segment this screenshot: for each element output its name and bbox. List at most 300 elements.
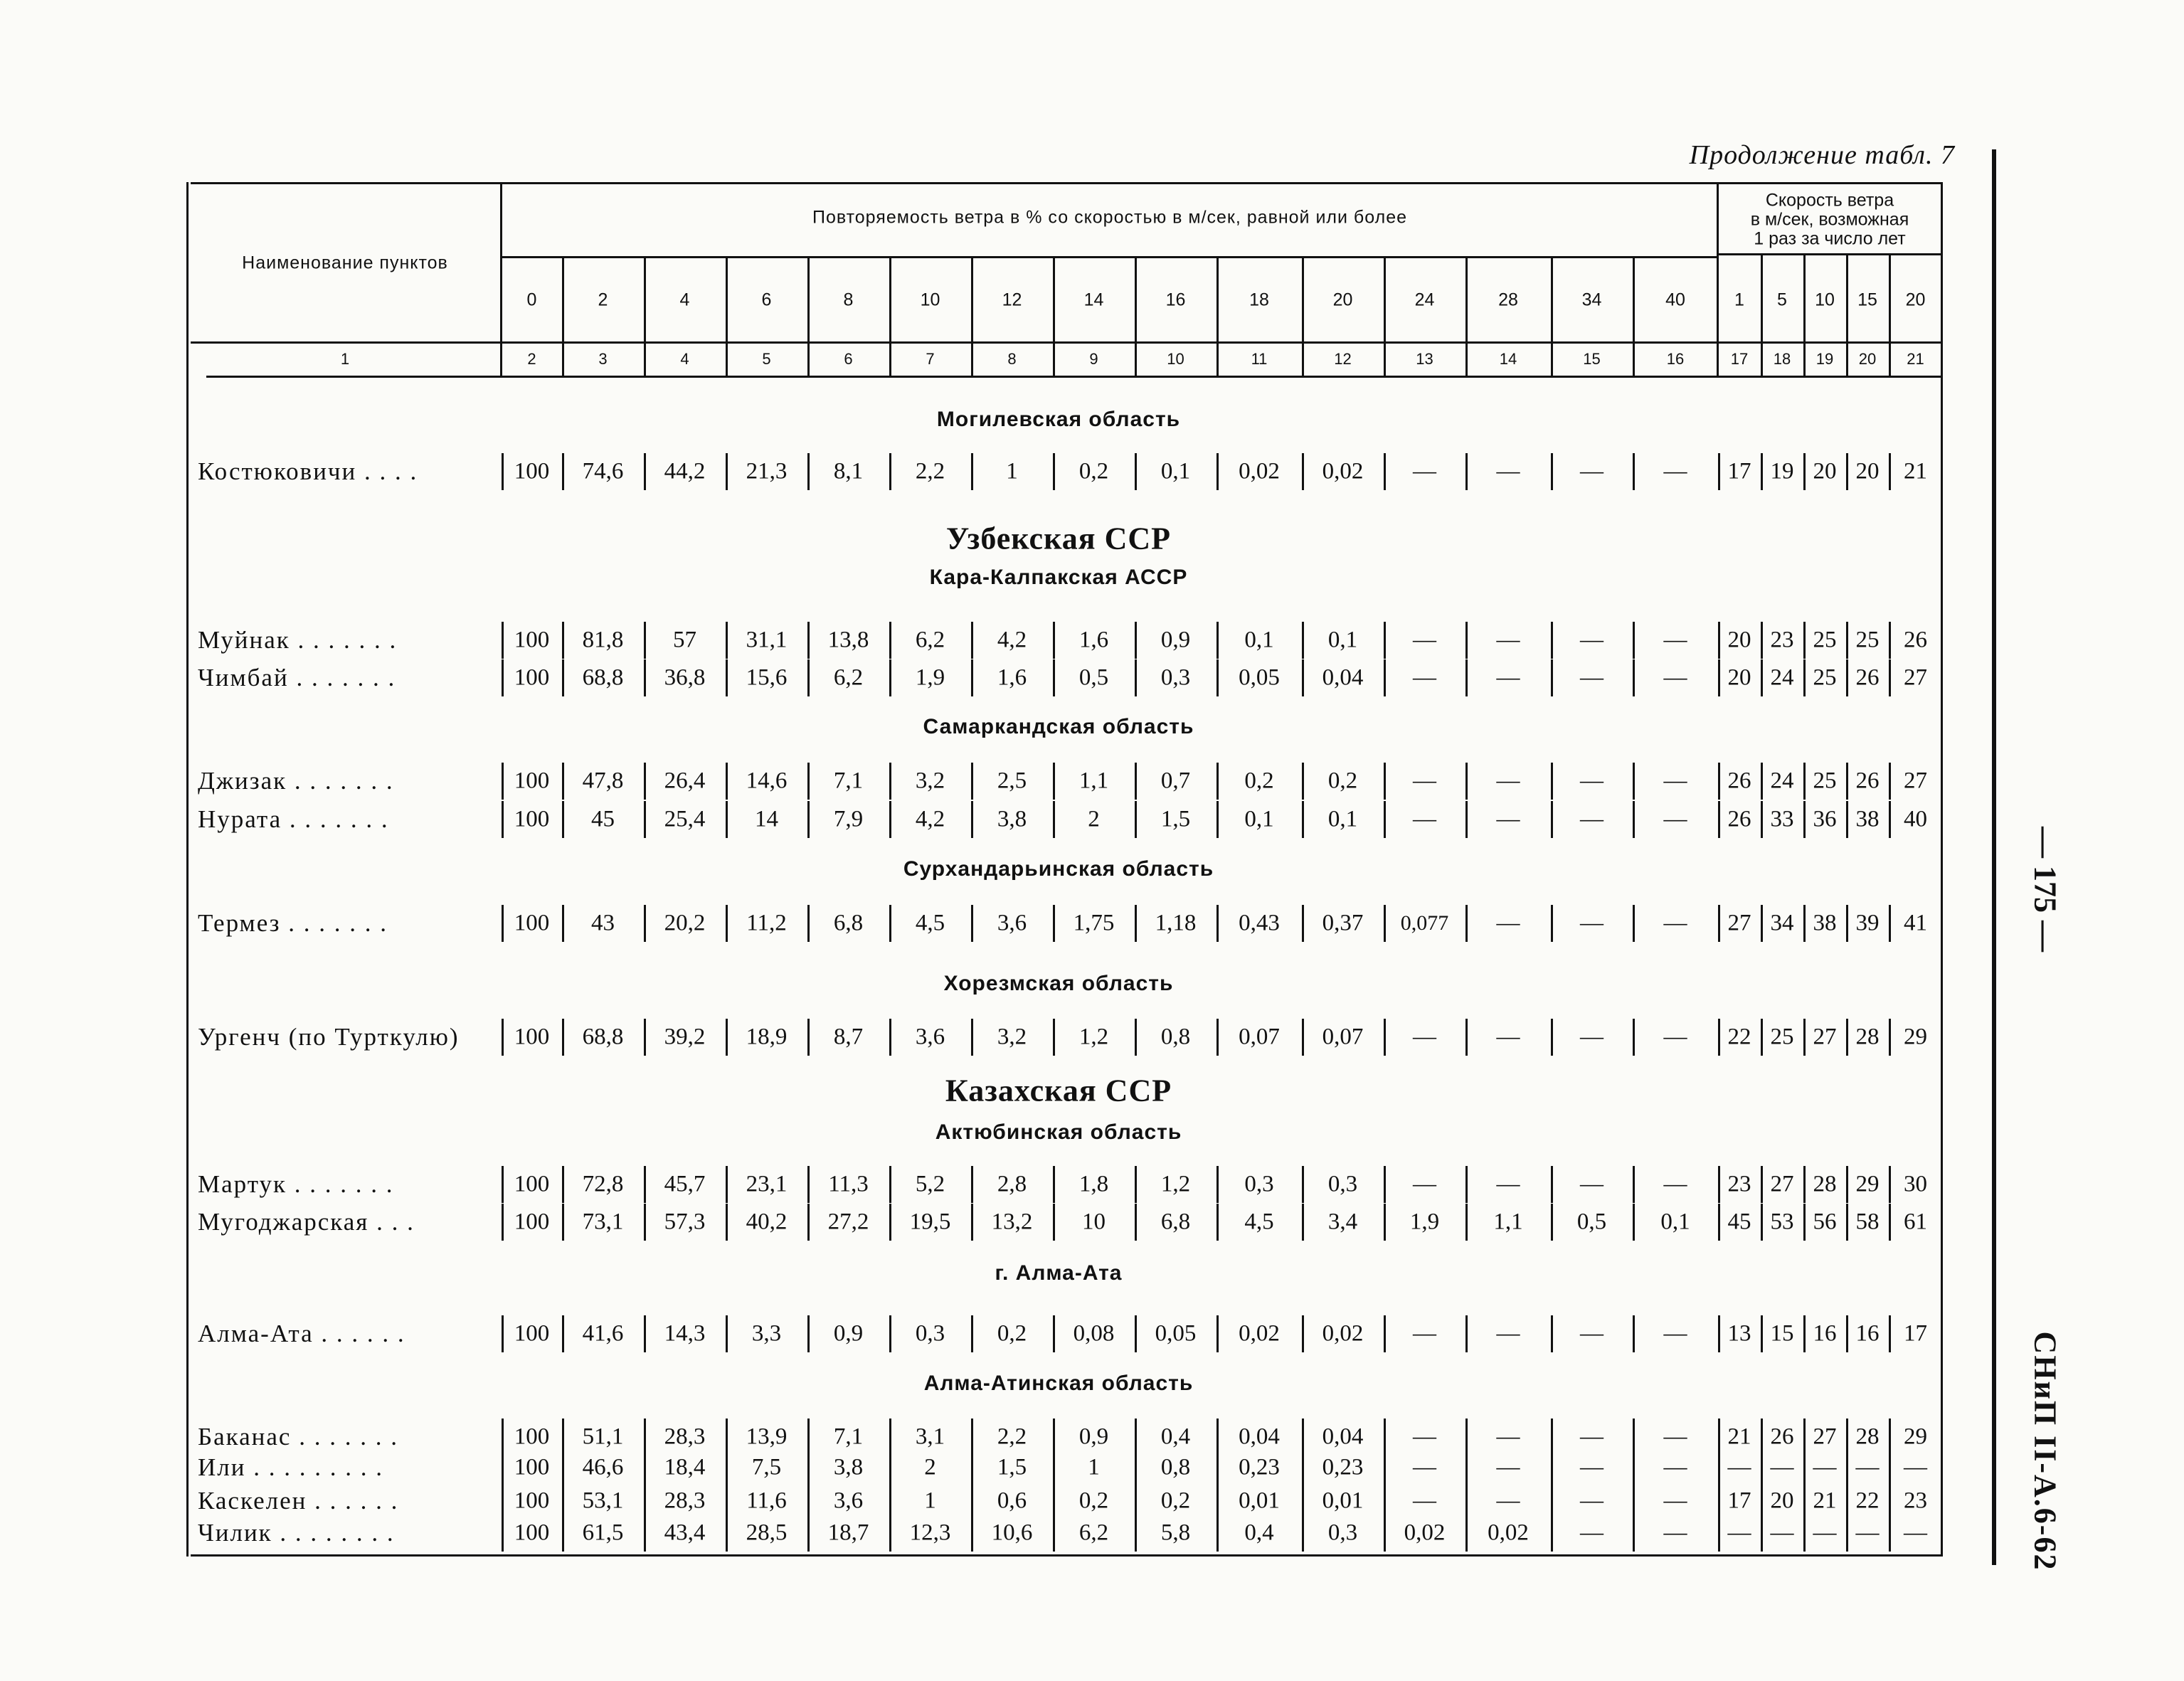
cell-separator [726, 453, 728, 490]
table-cell: 21 [1727, 1423, 1751, 1450]
table-cell: 27 [1904, 768, 1927, 794]
column-number: 6 [844, 350, 853, 368]
table-cell: — [1496, 1171, 1520, 1197]
cell-separator [1803, 801, 1806, 838]
header-column-divider [1053, 258, 1055, 376]
cell-separator [644, 1515, 646, 1552]
column-number: 20 [1858, 350, 1877, 368]
column-number: 14 [1499, 350, 1517, 368]
table-cell: 0,23 [1239, 1454, 1280, 1480]
cell-separator [889, 1204, 891, 1241]
table-cell: 58 [1855, 1209, 1880, 1235]
table-cell: 6,8 [1160, 1209, 1191, 1235]
table-cell: 8,7 [833, 1024, 864, 1050]
table-cell: — [1413, 627, 1436, 653]
table-cell: 29 [1904, 1024, 1927, 1050]
cell-separator [1551, 1166, 1553, 1203]
cell-separator [1761, 763, 1763, 800]
cell-separator [1889, 763, 1891, 800]
cell-separator [1465, 1166, 1468, 1203]
cell-separator [1718, 1315, 1720, 1352]
table-cell: 40 [1904, 806, 1927, 832]
cell-separator [644, 1204, 646, 1241]
cell-separator [1633, 659, 1635, 696]
cell-separator [1803, 453, 1806, 490]
table-cell: 0,02 [1322, 1320, 1364, 1347]
cell-separator [1846, 801, 1848, 838]
cell-separator [562, 905, 564, 942]
cell-separator [1053, 1315, 1055, 1352]
cell-separator [1889, 453, 1891, 490]
cell-separator [502, 801, 504, 838]
cell-separator [1135, 1515, 1137, 1552]
table-cell: 100 [514, 1209, 550, 1235]
table-cell: 17 [1904, 1320, 1927, 1347]
table-cell: 11,3 [828, 1171, 869, 1197]
table-cell: 0,9 [833, 1320, 864, 1347]
station-name: Или . . . . . . . . . [198, 1453, 383, 1481]
cell-separator [807, 1515, 810, 1552]
table-cell: 19 [1770, 458, 1794, 484]
table-cell: 21 [1813, 1488, 1837, 1514]
cell-separator [1846, 622, 1848, 659]
region-title: Могилевская область [936, 408, 1181, 431]
cell-separator [1718, 659, 1720, 696]
table-cell: 0,08 [1073, 1320, 1115, 1347]
header-column-divider [1761, 255, 1763, 376]
cell-separator [1633, 1449, 1635, 1486]
column-number: 3 [598, 350, 608, 368]
cell-separator [971, 801, 973, 838]
table-cell: — [1663, 1024, 1687, 1050]
table-cell: 0,6 [997, 1488, 1027, 1514]
cell-separator [1718, 622, 1720, 659]
cell-separator [562, 1019, 564, 1056]
table-cell: 53,1 [582, 1488, 624, 1514]
cell-separator [889, 801, 891, 838]
table-cell: 0,3 [1160, 664, 1191, 691]
cell-separator [1718, 1449, 1720, 1486]
cell-separator [562, 1315, 564, 1352]
table-cell: — [1496, 806, 1520, 832]
table-cell: 3,1 [915, 1423, 945, 1450]
region-title: Алма-Атинская область [923, 1372, 1194, 1395]
table-cell: 15,6 [746, 664, 788, 691]
table-cell: 8,1 [833, 458, 864, 484]
cell-separator [1803, 1449, 1806, 1486]
cell-separator [1889, 622, 1891, 659]
cell-separator [1053, 1204, 1055, 1241]
table-cell: 30 [1904, 1171, 1927, 1197]
table-cell: — [1663, 910, 1687, 936]
cell-separator [1465, 1315, 1468, 1352]
cell-separator [1384, 905, 1386, 942]
table-cell: — [1727, 1520, 1751, 1546]
cell-separator [807, 763, 810, 800]
cell-separator [1761, 905, 1763, 942]
table-cell: 100 [514, 806, 550, 832]
table-cell: 2 [924, 1454, 936, 1480]
table-cell: 0,23 [1322, 1454, 1364, 1480]
table-cell: 25 [1813, 768, 1837, 794]
cell-separator [889, 1315, 891, 1352]
column-number: 5 [762, 350, 771, 368]
side-page-number [2024, 790, 2067, 989]
table-cell: 13,9 [746, 1423, 788, 1450]
table-cell: 100 [514, 1520, 550, 1546]
cell-separator [502, 1166, 504, 1203]
table-cell: 100 [514, 1320, 550, 1347]
table-cell: 0,1 [1327, 806, 1358, 832]
table-cell: 0,3 [1327, 1520, 1358, 1546]
cell-separator [1302, 1515, 1304, 1552]
table-cell: — [1413, 1320, 1436, 1347]
table-cell: 13 [1727, 1320, 1751, 1347]
cell-separator [1216, 1204, 1219, 1241]
cell-separator [1551, 622, 1553, 659]
cell-separator [1216, 1019, 1219, 1056]
table-cell: 68,8 [582, 1024, 624, 1050]
table-cell: 3,8 [833, 1454, 864, 1480]
cell-separator [1761, 1315, 1763, 1352]
table-cell: 21,3 [746, 458, 788, 484]
speed-threshold-header: 8 [843, 290, 854, 310]
cell-separator [1216, 763, 1219, 800]
cell-separator [1718, 453, 1720, 490]
cell-separator [1761, 801, 1763, 838]
cell-separator [1384, 622, 1386, 659]
table-cell: — [1496, 664, 1520, 691]
table-cell: 3,2 [915, 768, 945, 794]
speed-threshold-header: 6 [761, 290, 772, 310]
region-title: г. Алма-Ата [995, 1261, 1123, 1285]
speed-threshold-header: 4 [679, 290, 690, 310]
cell-separator [726, 1315, 728, 1352]
cell-separator [1465, 622, 1468, 659]
table-cell: 1,5 [997, 1454, 1027, 1480]
table-cell: 45 [591, 806, 615, 832]
cell-separator [1053, 1449, 1055, 1486]
cell-separator [726, 763, 728, 800]
name-column-header: Наименование пунктов [242, 253, 448, 273]
table-cell: 39 [1855, 910, 1880, 936]
cell-separator [1633, 1166, 1635, 1203]
table-cell: 1,8 [1078, 1171, 1109, 1197]
table-cell: 28,3 [664, 1423, 706, 1450]
cell-separator [1216, 1315, 1219, 1352]
table-cell: 14 [755, 806, 778, 832]
cell-separator [1465, 801, 1468, 838]
cell-separator [644, 1449, 646, 1486]
table-cell: — [1663, 1454, 1687, 1480]
cell-separator [1465, 453, 1468, 490]
cell-separator [1135, 763, 1137, 800]
table-cell: — [1580, 910, 1603, 936]
station-name: Ургенч (по Турткулю) [198, 1023, 460, 1051]
table-cell: — [1496, 1454, 1520, 1480]
table-cell: — [1413, 1488, 1436, 1514]
table-cell: 1,75 [1073, 910, 1115, 936]
speed-group-border [1717, 182, 1719, 376]
years-header: 1 [1734, 290, 1744, 310]
cell-separator [1761, 453, 1763, 490]
table-cell: 19,5 [909, 1209, 951, 1235]
cell-separator [971, 1204, 973, 1241]
cell-separator [1302, 622, 1304, 659]
cell-separator [807, 1449, 810, 1486]
table-cell: — [1727, 1454, 1751, 1480]
cell-separator [1846, 1515, 1848, 1552]
table-cell: 29 [1855, 1171, 1880, 1197]
table-cell: — [1855, 1454, 1880, 1480]
cell-separator [1216, 1166, 1219, 1203]
cell-separator [1465, 763, 1468, 800]
cell-separator [644, 905, 646, 942]
table-cell: 3,6 [915, 1024, 945, 1050]
cell-separator [726, 1019, 728, 1056]
cell-separator [1846, 905, 1848, 942]
header-column-divider [1216, 258, 1219, 376]
cell-separator [1889, 1019, 1891, 1056]
table-cell: 27 [1770, 1171, 1794, 1197]
cell-separator [1761, 1515, 1763, 1552]
table-cell: 0,3 [1244, 1171, 1274, 1197]
station-name: Чилик . . . . . . . . [198, 1519, 395, 1547]
table-cell: 7,1 [833, 1423, 864, 1450]
cell-separator [1053, 1515, 1055, 1552]
cell-separator [1135, 453, 1137, 490]
header-column-divider [1135, 258, 1137, 376]
table-cell: — [1580, 1520, 1603, 1546]
table-cell: 25 [1770, 1024, 1794, 1050]
speed-group-header-line: в м/сек, возможная [1750, 209, 1909, 230]
cell-separator [1803, 622, 1806, 659]
table-cell: — [1496, 1024, 1520, 1050]
speed-threshold-header: 28 [1498, 290, 1518, 310]
table-cell: 0,2 [1078, 1488, 1109, 1514]
table-cell: 100 [514, 1488, 550, 1514]
cell-separator [726, 1449, 728, 1486]
table-cell: 0,077 [1400, 911, 1449, 935]
table-cell: — [1496, 1488, 1520, 1514]
cell-separator [807, 659, 810, 696]
table-cell: 1,9 [1409, 1209, 1440, 1235]
table-cell: 2,2 [915, 458, 945, 484]
header-column-divider [1846, 255, 1848, 376]
cell-separator [502, 1204, 504, 1241]
table-cell: 4,5 [915, 910, 945, 936]
table-cell: 6,2 [915, 627, 945, 653]
table-cell: 46,6 [582, 1454, 624, 1480]
table-cell: — [1413, 768, 1436, 794]
table-cell: 0,07 [1322, 1024, 1364, 1050]
cell-separator [971, 1019, 973, 1056]
table-cell: 0,37 [1322, 910, 1364, 936]
table-cell: 0,8 [1160, 1024, 1191, 1050]
cell-separator [971, 763, 973, 800]
cell-separator [1384, 763, 1386, 800]
table-cell: 38 [1855, 806, 1880, 832]
table-cell: 68,8 [582, 664, 624, 691]
table-cell: 28,5 [746, 1520, 788, 1546]
cell-separator [644, 801, 646, 838]
header-top-rule [191, 182, 1942, 184]
table-cell: — [1580, 1488, 1603, 1514]
cell-separator [562, 1449, 564, 1486]
table-cell: 51,1 [582, 1423, 624, 1450]
republic-title: Узбекская ССР [945, 521, 1172, 556]
table-cell: 0,02 [1488, 1520, 1529, 1546]
table-cell: 26 [1770, 1423, 1794, 1450]
speed-threshold-header: 18 [1249, 290, 1269, 310]
table-cell: 26 [1855, 768, 1880, 794]
cell-separator [644, 1315, 646, 1352]
table-cell: 15 [1770, 1320, 1794, 1347]
table-cell: 0,3 [915, 1320, 945, 1347]
cell-separator [1846, 659, 1848, 696]
table-cell: 25 [1855, 627, 1880, 653]
cell-separator [1135, 905, 1137, 942]
table-cell: 0,2 [1160, 1488, 1191, 1514]
table-cell: 5,2 [915, 1171, 945, 1197]
region-title: Сурхандарьинская область [903, 857, 1214, 881]
table-cell: 23,1 [746, 1171, 788, 1197]
cell-separator [1761, 659, 1763, 696]
cell-separator [807, 801, 810, 838]
table-cell: 43 [591, 910, 615, 936]
cell-separator [1718, 1166, 1720, 1203]
table-cell: 27 [1904, 664, 1927, 691]
table-cell: 10 [1082, 1209, 1106, 1235]
column-number: 1 [340, 350, 350, 368]
cell-separator [1216, 453, 1219, 490]
cell-separator [1053, 1019, 1055, 1056]
table-cell: 43,4 [664, 1520, 706, 1546]
table-cell: 6,8 [833, 910, 864, 936]
cell-separator [1551, 905, 1553, 942]
cell-separator [807, 453, 810, 490]
cell-separator [1384, 1019, 1386, 1056]
table-cell: 57,3 [664, 1209, 706, 1235]
table-cell: — [1496, 768, 1520, 794]
region-title: Актюбинская область [935, 1120, 1182, 1144]
cell-separator [1384, 1449, 1386, 1486]
cell-separator [1465, 659, 1468, 696]
cell-separator [1803, 1315, 1806, 1352]
cell-separator [1633, 1515, 1635, 1552]
header-column-divider [1889, 255, 1891, 376]
cell-separator [1889, 1515, 1891, 1552]
cell-separator [1135, 659, 1137, 696]
table-cell: 20 [1855, 458, 1880, 484]
cell-separator [1551, 453, 1553, 490]
cell-separator [1384, 1166, 1386, 1203]
cell-separator [1761, 1166, 1763, 1203]
cell-separator [1053, 622, 1055, 659]
cell-separator [971, 453, 973, 490]
cell-separator [1803, 1019, 1806, 1056]
speed-group-rule [1718, 253, 1942, 255]
table-cell: 25 [1813, 627, 1837, 653]
cell-separator [1384, 1315, 1386, 1352]
table-cell: — [1813, 1520, 1837, 1546]
speed-threshold-header: 0 [526, 290, 537, 310]
table-cell: 2,2 [997, 1423, 1027, 1450]
table-cell: 56 [1813, 1209, 1837, 1235]
table-cell: — [1413, 664, 1436, 691]
cell-separator [1384, 659, 1386, 696]
speed-threshold-header: 40 [1665, 290, 1685, 310]
station-name: Джизак . . . . . . . [198, 767, 394, 795]
table-cell: — [1413, 1024, 1436, 1050]
table-cell: 29 [1904, 1423, 1927, 1450]
table-cell: 100 [514, 1171, 550, 1197]
cell-separator [1761, 1019, 1763, 1056]
table-cell: 72,8 [582, 1171, 624, 1197]
cell-separator [1633, 622, 1635, 659]
table-cell: 3,4 [1327, 1209, 1358, 1235]
cell-separator [1465, 1449, 1468, 1486]
cell-separator [726, 659, 728, 696]
cell-separator [1216, 659, 1219, 696]
table-cell: 40,2 [746, 1209, 788, 1235]
cell-separator [1551, 1449, 1553, 1486]
table-cell: 7,1 [833, 768, 864, 794]
station-name: Костюковичи . . . . [198, 457, 418, 485]
table-cell: 44,2 [664, 458, 706, 484]
column-number: 18 [1773, 350, 1791, 368]
cell-separator [1551, 801, 1553, 838]
cell-separator [971, 1166, 973, 1203]
table-cell: 0,02 [1239, 1320, 1280, 1347]
cell-separator [1302, 801, 1304, 838]
table-cell: — [1663, 664, 1687, 691]
cell-separator [1803, 1204, 1806, 1241]
station-name: Каскелен . . . . . . [198, 1487, 399, 1515]
table-cell: 10,6 [991, 1520, 1033, 1546]
cell-separator [562, 659, 564, 696]
cell-separator [1465, 905, 1468, 942]
cell-separator [971, 905, 973, 942]
table-cell: 0,01 [1322, 1488, 1364, 1514]
table-cell: 73,1 [582, 1209, 624, 1235]
cell-separator [1135, 1449, 1137, 1486]
header-column-divider [971, 258, 973, 376]
speed-threshold-header: 34 [1581, 290, 1602, 310]
cell-separator [1384, 801, 1386, 838]
speed-threshold-header: 20 [1332, 290, 1353, 310]
table-cell: 2,8 [997, 1171, 1027, 1197]
table-cell: — [1580, 458, 1603, 484]
cell-separator [1803, 763, 1806, 800]
cell-separator [1846, 1204, 1848, 1241]
table-cell: 0,5 [1078, 664, 1109, 691]
table-cell: — [1663, 1171, 1687, 1197]
cell-separator [1302, 1449, 1304, 1486]
table-cell: 17 [1727, 458, 1751, 484]
cell-separator [1216, 1515, 1219, 1552]
table-cell: 74,6 [582, 458, 624, 484]
table-cell: 100 [514, 627, 550, 653]
cell-separator [1135, 1166, 1137, 1203]
table-cell: 20 [1727, 627, 1751, 653]
cell-separator [1803, 1515, 1806, 1552]
table-cell: — [1663, 1520, 1687, 1546]
cell-separator [971, 1515, 973, 1552]
cell-separator [726, 1204, 728, 1241]
table-cell: — [1580, 806, 1603, 832]
table-cell: 31,1 [746, 627, 788, 653]
